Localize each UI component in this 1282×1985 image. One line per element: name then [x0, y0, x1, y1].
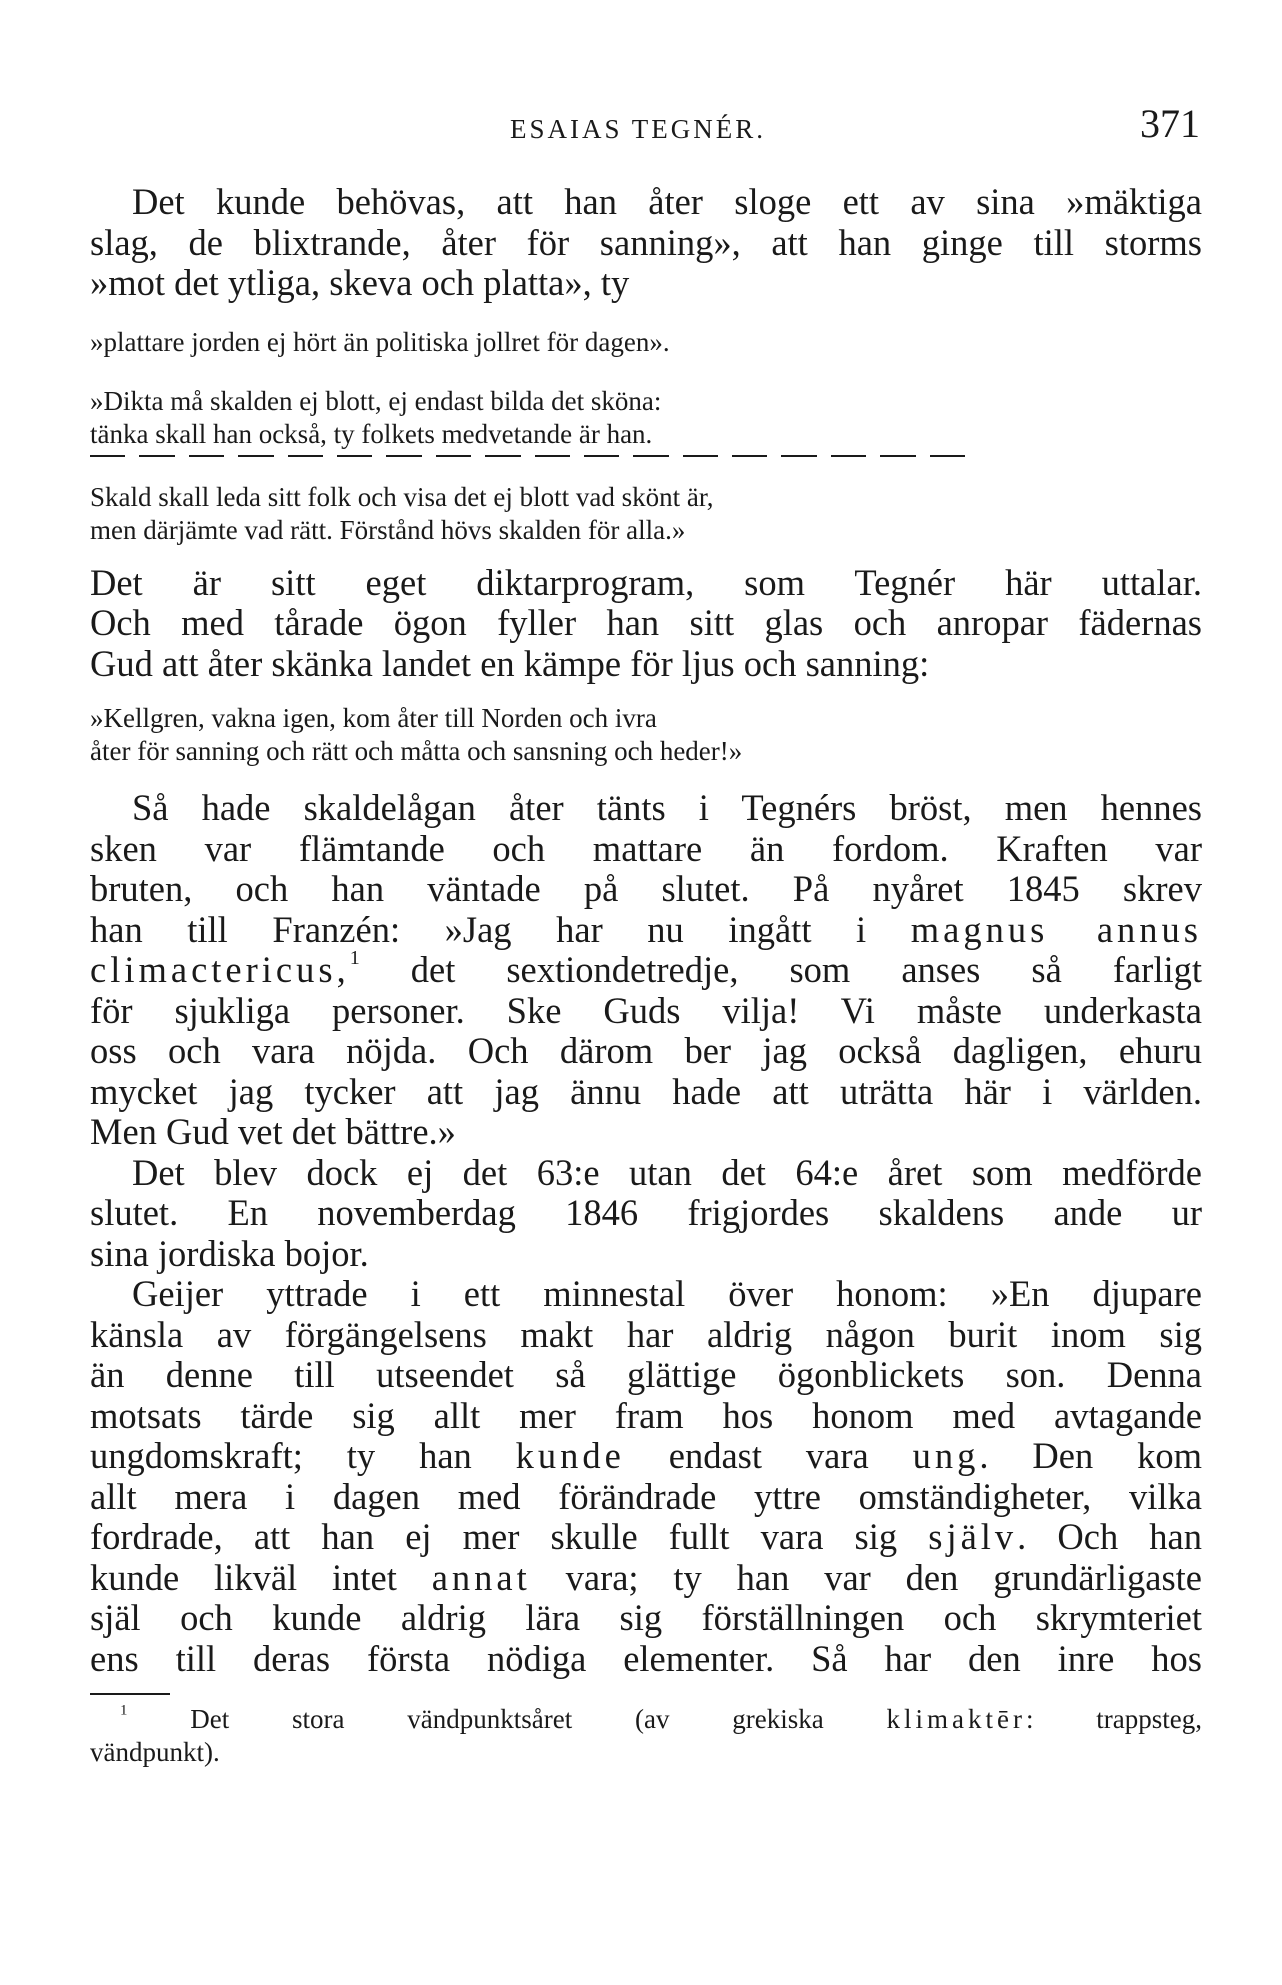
text-line: motsats tärde sig allt mer fram hos honom med avtagande: [90, 1394, 1202, 1436]
text-line: själ och kunde aldrig lära sig förställningen och skrymteriet: [90, 1597, 1202, 1638]
text-line: sina jordiska bojor.: [90, 1232, 369, 1274]
text-line: [90, 946, 1202, 991]
running-head: ESAIAS TEGNÉR.: [510, 114, 767, 144]
text-line: Geijer yttrade i ett minnestal över honom: »En djupare: [132, 1273, 1202, 1314]
verse-line: men därjämte vad rätt. Förstånd hövs skalden för alla.»: [90, 514, 686, 545]
text-line: Gud att åter skänka landet en kämpe för ljus och sanning:: [90, 642, 930, 684]
page-header: [90, 100, 1202, 160]
spaced-emphasis: annat: [431, 1556, 531, 1598]
text-line: [90, 910, 1202, 951]
text-line: slutet. En novemberdag 1846 frigjordes skaldens ande ur: [90, 1192, 1202, 1233]
text-line: oss och vara nöjda. Och därom ber jag också dagligen, ehuru: [90, 1030, 1202, 1071]
text-run: fordrade, att han ej mer skulle fullt vara sig: [90, 1516, 929, 1557]
page-number: 371: [1140, 101, 1200, 146]
text-run: . Och han: [1017, 1516, 1202, 1557]
text-run: Det stora vändpunktsåret (av grekiska: [127, 1704, 887, 1734]
verse-quote-4: [90, 702, 1120, 768]
footnote-line: [90, 1703, 1202, 1736]
verse-line: Skald skall leda sitt folk och visa det ej blott vad skönt är,: [90, 481, 714, 512]
text-line: mycket jag tycker att jag ännu hade att uträtta här i världen.: [90, 1070, 1202, 1112]
spaced-emphasis: ung: [912, 1435, 980, 1476]
text-line: Så hade skaldelågan åter tänts i Tegnérs bröst, men hennes: [132, 787, 1202, 828]
paragraph-2: [90, 563, 1202, 685]
text-line: Det är sitt eget diktarprogram, som Tegnér här uttalar.: [90, 561, 1202, 603]
spaced-emphasis: climactericus,: [90, 949, 350, 990]
text-line: ens till deras första nödiga elementer. Så har den inre hos: [90, 1637, 1202, 1679]
page-body: [90, 182, 1202, 1769]
text-line: Det blev dock ej det 63:e utan det 64:e året som medförde: [132, 1151, 1202, 1193]
text-line: [90, 1436, 1202, 1477]
text-run: det sextiondetredje, som anses så farligt: [359, 949, 1202, 990]
verse-line: »plattare jorden ej hört än politiska jollret för dagen».: [90, 326, 670, 357]
text-run: vara; ty han var den grundärligaste: [530, 1556, 1202, 1598]
verse-line: »Dikta må skalden ej blott, ej endast bilda det sköna:: [90, 385, 662, 416]
verse-quote-1: [90, 326, 1202, 359]
text-run: ungdomskraft; ty han: [90, 1435, 516, 1476]
footnote-rule: [90, 1693, 170, 1695]
text-run: : trappsteg,: [1025, 1704, 1202, 1734]
text-line: »mot det ytliga, skeva och platta», ty: [90, 262, 630, 303]
text-line: än denne till utseendet så glättige ögonblickets son. Denna: [90, 1354, 1202, 1395]
text-line: allt mera i dagen med förändrade yttre omständigheter, vilka: [90, 1475, 1202, 1517]
dashed-separator: [90, 455, 965, 457]
verse-quote-2: [90, 385, 1090, 451]
text-run: . Den kom: [979, 1435, 1202, 1476]
spaced-emphasis: magnus annus: [910, 908, 1202, 950]
text-line: Men Gud vet det bättre.»: [90, 1111, 456, 1152]
verse-line: åter för sanning och rätt och måtta och sansning och heder!»: [90, 736, 743, 766]
text-line: slag, de blixtrande, åter för sanning», att han ginge till storms: [90, 221, 1202, 263]
text-line: känsla av förgängelsens makt har aldrig någon burit inom sig: [90, 1313, 1202, 1355]
footnote-mark: 1: [120, 1702, 128, 1719]
verse-line: »Kellgren, vakna igen, kom åter till Norden och ivra: [90, 703, 657, 733]
text-line: [90, 1517, 1202, 1558]
paragraph-1: [90, 182, 1202, 304]
text-line: sken var flämtande och mattare än fordom. Kraften var: [90, 827, 1202, 869]
footnote-line: vändpunkt).: [90, 1737, 220, 1767]
spaced-emphasis: kunde: [515, 1435, 625, 1476]
text-run: han till Franzén: »Jag har nu ingått i: [90, 908, 867, 950]
paragraph-4: [90, 1153, 1202, 1275]
text-line: Det kunde behövas, att han åter sloge ett av sina »mäktiga: [132, 181, 1202, 222]
text-run: kunde likväl intet: [90, 1556, 432, 1598]
verse-quote-3: [90, 481, 1202, 547]
text-line: bruten, och han väntade på slutet. På nyåret 1845 skrev: [90, 868, 1202, 909]
footnote-ref: 1: [349, 946, 360, 969]
text-line: för sjukliga personer. Ske Guds vilja! Vi måste underkasta: [90, 989, 1202, 1031]
verse-line: tänka skall han också, ty folkets medvetande är han.: [90, 418, 653, 449]
paragraph-5: [90, 1274, 1202, 1679]
paragraph-3: [90, 788, 1202, 1153]
spaced-emphasis: klimaktēr: [886, 1704, 1026, 1734]
footnote: [90, 1703, 1202, 1769]
spaced-emphasis: själv: [928, 1516, 1018, 1557]
text-run: endast vara: [624, 1435, 913, 1476]
text-line: Och med tårade ögon fyller han sitt glas och anropar fädernas: [90, 602, 1202, 643]
text-line: [90, 1558, 1202, 1599]
